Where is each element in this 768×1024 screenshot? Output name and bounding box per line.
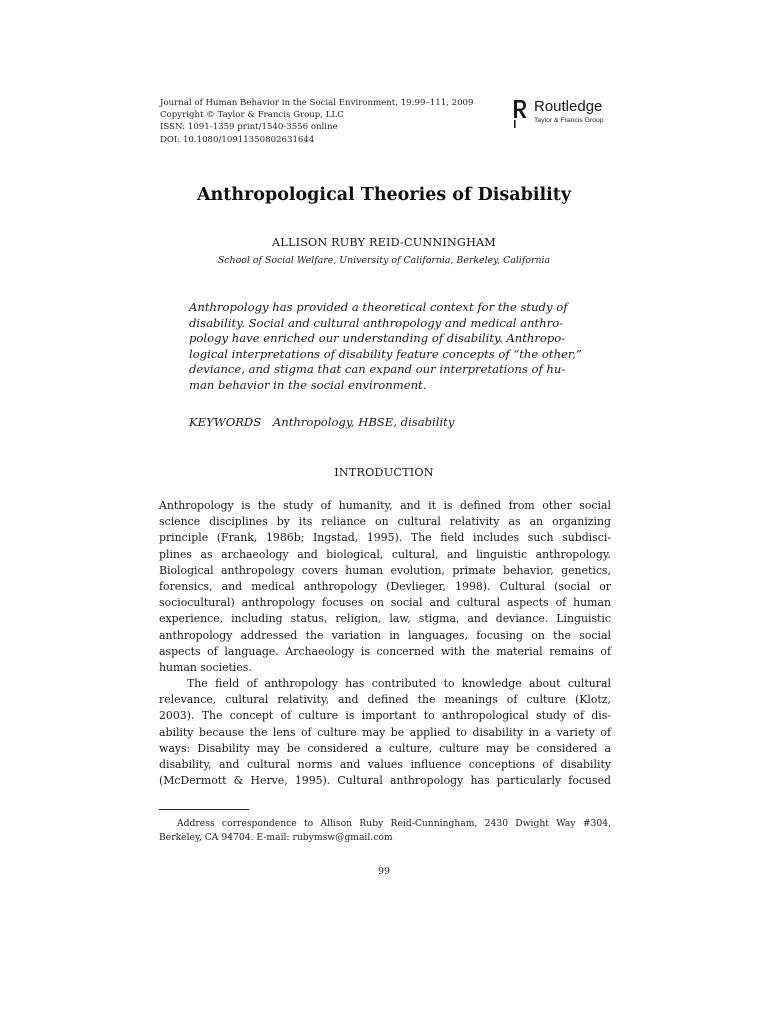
body-line: Anthropology is the study of humanity, and it is defined from other social <box>159 499 611 512</box>
abstract-line: disability. Social and cultural anthropology and medical anthro- <box>189 315 564 330</box>
abstract-line: man behavior in the social environment. <box>189 377 427 392</box>
footnote-rule <box>159 809 249 810</box>
body-text <box>159 498 611 789</box>
journal-citation: Journal of Human Behavior in the Social Environment, 19:99–111, 2009 <box>160 98 474 108</box>
page-number: 99 <box>378 866 390 877</box>
abstract-line: deviance, and stigma that can expand our interpretations of hu- <box>189 362 566 376</box>
abstract-line: Anthropology has provided a theoretical context for the study of <box>189 300 568 314</box>
routledge-r-icon <box>510 97 528 129</box>
body-line: ways: Disability may be considered a culture, culture may be considered a <box>159 741 611 755</box>
doi-line: DOI: 10.1080/10911350802631644 <box>160 134 315 145</box>
keywords-list: Anthropology, HBSE, disability <box>272 415 455 429</box>
body-line: experience, including status, religion, law, stigma, and deviance. Linguistic <box>159 612 611 626</box>
copyright-line: Copyright © Taylor & Francis Group, LLC <box>160 110 344 121</box>
footnote-line: Berkeley, CA 94704. E-mail: rubymsw@gmail.com <box>159 832 393 844</box>
abstract <box>189 300 584 393</box>
body-line: aspects of language. Archaeology is concerned with the material remains of <box>159 644 611 658</box>
body-line: sociocultural) anthropology focuses on social and cultural aspects of human <box>159 596 611 610</box>
footnote <box>159 817 611 845</box>
journal-masthead <box>160 97 500 146</box>
body-line: human societies. <box>159 660 252 674</box>
keywords <box>189 415 454 429</box>
publisher-name: Routledge <box>534 98 603 115</box>
article-author: ALLISON RUBY REID-CUNNINGHAM <box>272 236 496 249</box>
footnote-line: Address correspondence to Allison Ruby Reid-Cunningham, 2430 Dwight Way #304, <box>177 818 611 829</box>
article-title: Anthropological Theories of Disability <box>196 185 572 205</box>
author-affiliation: School of Social Welfare, University of California, Berkeley, California <box>217 255 551 266</box>
issn-line: ISSN: 1091-1359 print/1540-3556 online <box>160 122 338 133</box>
abstract-line: logical interpretations of disability feature concepts of “the other,” <box>189 346 582 361</box>
body-line: forensics, and medical anthropology (Devlieger, 1998). Cultural (social or <box>159 579 611 593</box>
body-line: principle (Frank, 1986b; Ingstad, 1995). The field includes such subdisci- <box>159 531 611 545</box>
section-heading: INTRODUCTION <box>334 466 434 479</box>
body-line: 2003). The concept of culture is important to anthropological study of dis- <box>159 709 611 723</box>
publisher-group: Taylor & Francis Group <box>534 117 604 124</box>
routledge-logo <box>510 97 620 131</box>
body-line: science disciplines by its reliance on cultural relativity as an organizing <box>159 515 611 529</box>
keywords-label: KEYWORDS <box>189 415 262 429</box>
body-line: relevance, cultural relativity, and defined the meanings of culture (Klotz, <box>159 693 611 707</box>
body-line: plines as archaeology and biological, cultural, and linguistic anthropology. <box>159 547 611 561</box>
body-line: disability, and cultural norms and values influence conceptions of disability <box>159 758 611 771</box>
body-line: ability because the lens of culture may be applied to disability in a variety of <box>159 725 611 739</box>
body-line: (McDermott & Herve, 1995). Cultural anthropology has particularly focused <box>159 774 611 788</box>
body-line: Biological anthropology covers human evolution, primate behavior, genetics, <box>159 563 611 577</box>
body-line: The field of anthropology has contributed to knowledge about cultural <box>187 677 611 691</box>
abstract-line: pology have enriched our understanding of disability. Anthropo- <box>189 331 566 345</box>
body-line: anthropology addressed the variation in languages, focusing on the social <box>159 628 611 642</box>
